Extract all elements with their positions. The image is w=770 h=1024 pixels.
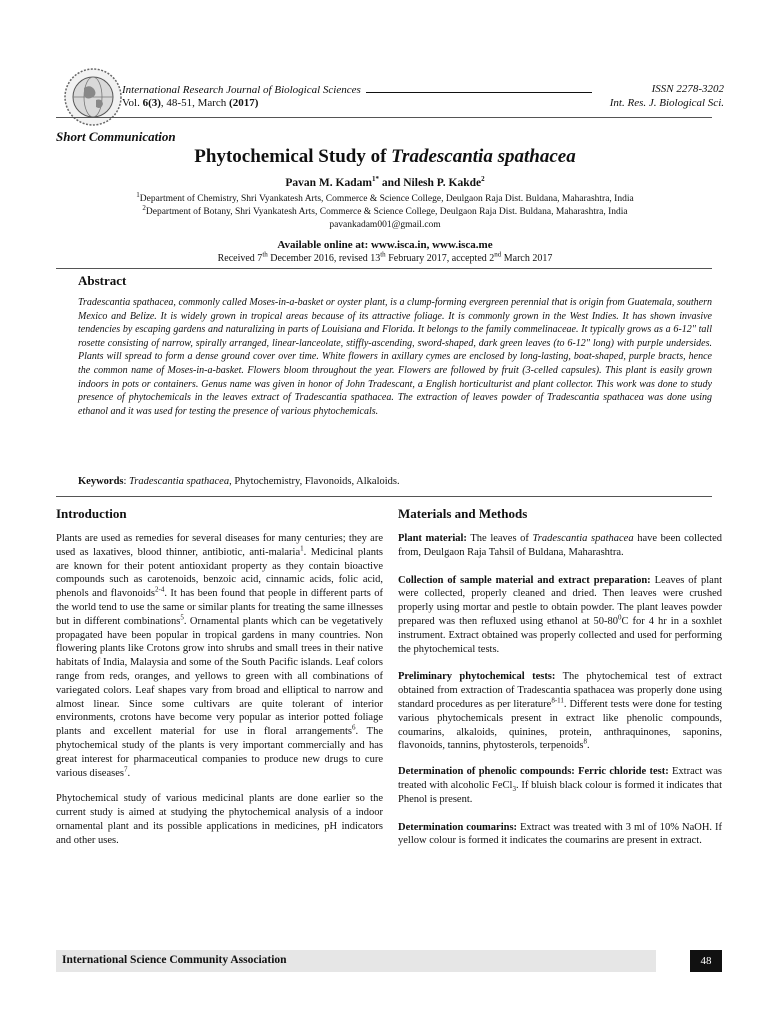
volume-info: Vol. 6(3), 48-51, March (2017) [122, 97, 259, 109]
abstract-bottom-divider [56, 496, 712, 497]
authors: Pavan M. Kadam$^{1*}$ and Nilesh P. Kakde$^2$ [285, 175, 485, 189]
header-divider [56, 117, 712, 118]
header-journal-line [122, 82, 594, 97]
author-1: Pavan M. Kadam [285, 177, 372, 189]
journal-abbrev: Int. Res. J. Biological Sci. [609, 97, 724, 109]
keywords-label: Keywords [78, 476, 124, 487]
article-title: Phytochemical Study of Tradescantia spathacea [194, 146, 576, 167]
preliminary-tests-paragraph: Preliminary phytochemical tests: The phytochemical test of extract obtained from extraction of Tradescantia spathacea was properly done using standard procedures as per literature$^{8-11}$. Different tests were done for testing various phytochemicals present in extract like phenolic compounds, coumarins, alkaloids, quinines, protein, anthraquinones, saponins, flavonoids, tannins, phytosterols, terpenoids$^8$. [398, 671, 722, 752]
introduction-paragraph-2: Phytochemical study of various medicinal plants are done earlier so the current study is aimed at studying the phytochemical analysis of a indoor ornamental plant and its possible applications in medicines, pH indicators and other uses. [56, 793, 383, 846]
received-dates: Received 7th December 2016, revised 13th February 2017, accepted 2nd March 2017 [217, 250, 553, 264]
volume-number: 6(3) [142, 97, 161, 109]
collection-paragraph: Collection of sample material and extract preparation: Leaves of plant were collected, properly cleaned and dried. Then leaves were crushed properly using mortar and pestle to obtain powder. The plant leaves powder prepared was then refluxed using ethanol at $50-80^0C$ for 4 hr in a soxhlet instrument. Extract obtained was properly collected and used for performing the phytochemical tests. [398, 574, 722, 655]
issn: ISSN 2278-3202 [651, 83, 724, 95]
volume-year: (2017) [229, 97, 259, 109]
abstract-top-divider [56, 268, 712, 269]
available-online: Available online at: www.isca.in, www.isca.me [277, 239, 493, 251]
header-rule [366, 82, 592, 93]
introduction-paragraph-1: Plants are used as remedies for several diseases for many centuries; they are used as laxatives, blood thinner, antibiotic, anti-malaria$^1$. Medicinal plants are known for their potent antioxidant property as they contain bioactive compounds such as carotenoids, benzoic acid, cinnamic acids, folic acid, phenols and flavonoids$^{2-4}$. It has been found that people in different parts of the world tend to use the same or similar plants for treating the same illnesses but in different combinations$^5$. Ornamental plants which can be vegetatively propagated have been popular in tropical gardens in many countries. Non flowering plants like Crotons grow into shrubs and small trees in their native habitats of India, Malaysia and some of the South Pacific islands. Leaf colors range from reds, oranges, and yellows to green with all combinations of variegated colors. Leaf shapes vary from broad and elliptical to narrow and almost linear. Since some cultivars are quite tolerant of interior environments, crotons have become very popular as interior potted foliage plants and excellent material for use in floral arrangements$^6$. The phytochemical study of the plants is very important commercially and has great interest for pharmaceutical companies to produce new drugs to cure various diseases$^7$. [56, 533, 383, 779]
journal-name: International Research Journal of Biological Sciences [122, 84, 361, 96]
affiliation-2: $^2$Department of Botany, Shri Vyankatesh Arts, Commerce & Science College, Deulgaon Raja Dist. Buldana, Maharashtra, India [142, 203, 628, 217]
keywords: Keywords: Tradescantia spathacea, Phytochemistry, Flavonoids, Alkaloids. [78, 476, 400, 487]
plant-material-paragraph: Plant material: The leaves of Tradescantia spathacea have been collected from, Deulgaon Raja Tahsil of Buldana, Maharashtra. [398, 533, 722, 558]
introduction-heading: Introduction [56, 506, 127, 521]
methods-heading: Materials and Methods [398, 506, 528, 521]
article-type: Short Communication [56, 129, 176, 144]
author-2: Nilesh P. Kakde [403, 177, 482, 189]
page-number: 48 [690, 950, 722, 972]
affiliation-1: $^1$Department of Chemistry, Shri Vyankatesh Arts, Commerce & Science College, Deulgaon Raja Dist. Buldana, Maharashtra, India [136, 190, 634, 204]
phenolic-paragraph: Determination of phenolic compounds: Ferric chloride test: Extract was treated with alcoholic FeCl$_3$. If bluish black colour is formed it indicates that Phenol is present. [398, 766, 723, 805]
corresponding-email: pavankadam001@gmail.com [329, 220, 441, 230]
abstract-heading: Abstract [78, 273, 127, 288]
title-species: Tradescantia spathacea [391, 146, 576, 167]
methods-body [398, 532, 722, 848]
footer-association: International Science Community Association [62, 954, 287, 966]
abstract-text: Tradescantia spathacea, commonly called Moses-in-a-basket or oyster plant, is a clump-forming evergreen perennial that is origin from Guatemala, southern Mexico and Belize. It is widely grown in tropical areas because of its attractive foliage. It is commonly grown in the West Indies. It has shown invasive tendencies by escaping gardens and naturalizing in parts of Louisiana and Florida. It belongs to the family commelinaceae. It typically grows as a 6-12" tall rosette consisting of narrow, spirally arranged, linear-lanceolate, stiffly-ascending, sword-shaped, dark green leaves (to 6-12" long) with purple undersides. Plants will spread to form a dense ground cover over time. White flowers in axillary cymes are enclosed by long-lasting, boat-shaped, purple bracts, hence the common name of Moses-in-a-basket. Flowers bloom throughout the year. Flowers are followed by fruit (3-celled capsules). This plant is easily grown indoors in pots or containers. Genus name was given in honor of John Tradescant, a English horticulturist and plant collector. This work was done to study presence of phytochemicals in the leaves extract of Tradescantia spathacea. The extraction of leaves powder of Tradescantia spathacea was done using ethanol and it was used for testing the presence of various phytochemicals. [78, 297, 712, 417]
journal-globe-logo [62, 66, 124, 128]
introduction-body [56, 532, 383, 848]
coumarins-paragraph: Determination coumarins: Extract was treated with 3 ml of 10% NaOH. If yellow colour is formed it indicates the coumarins are present in extract. [398, 821, 722, 847]
